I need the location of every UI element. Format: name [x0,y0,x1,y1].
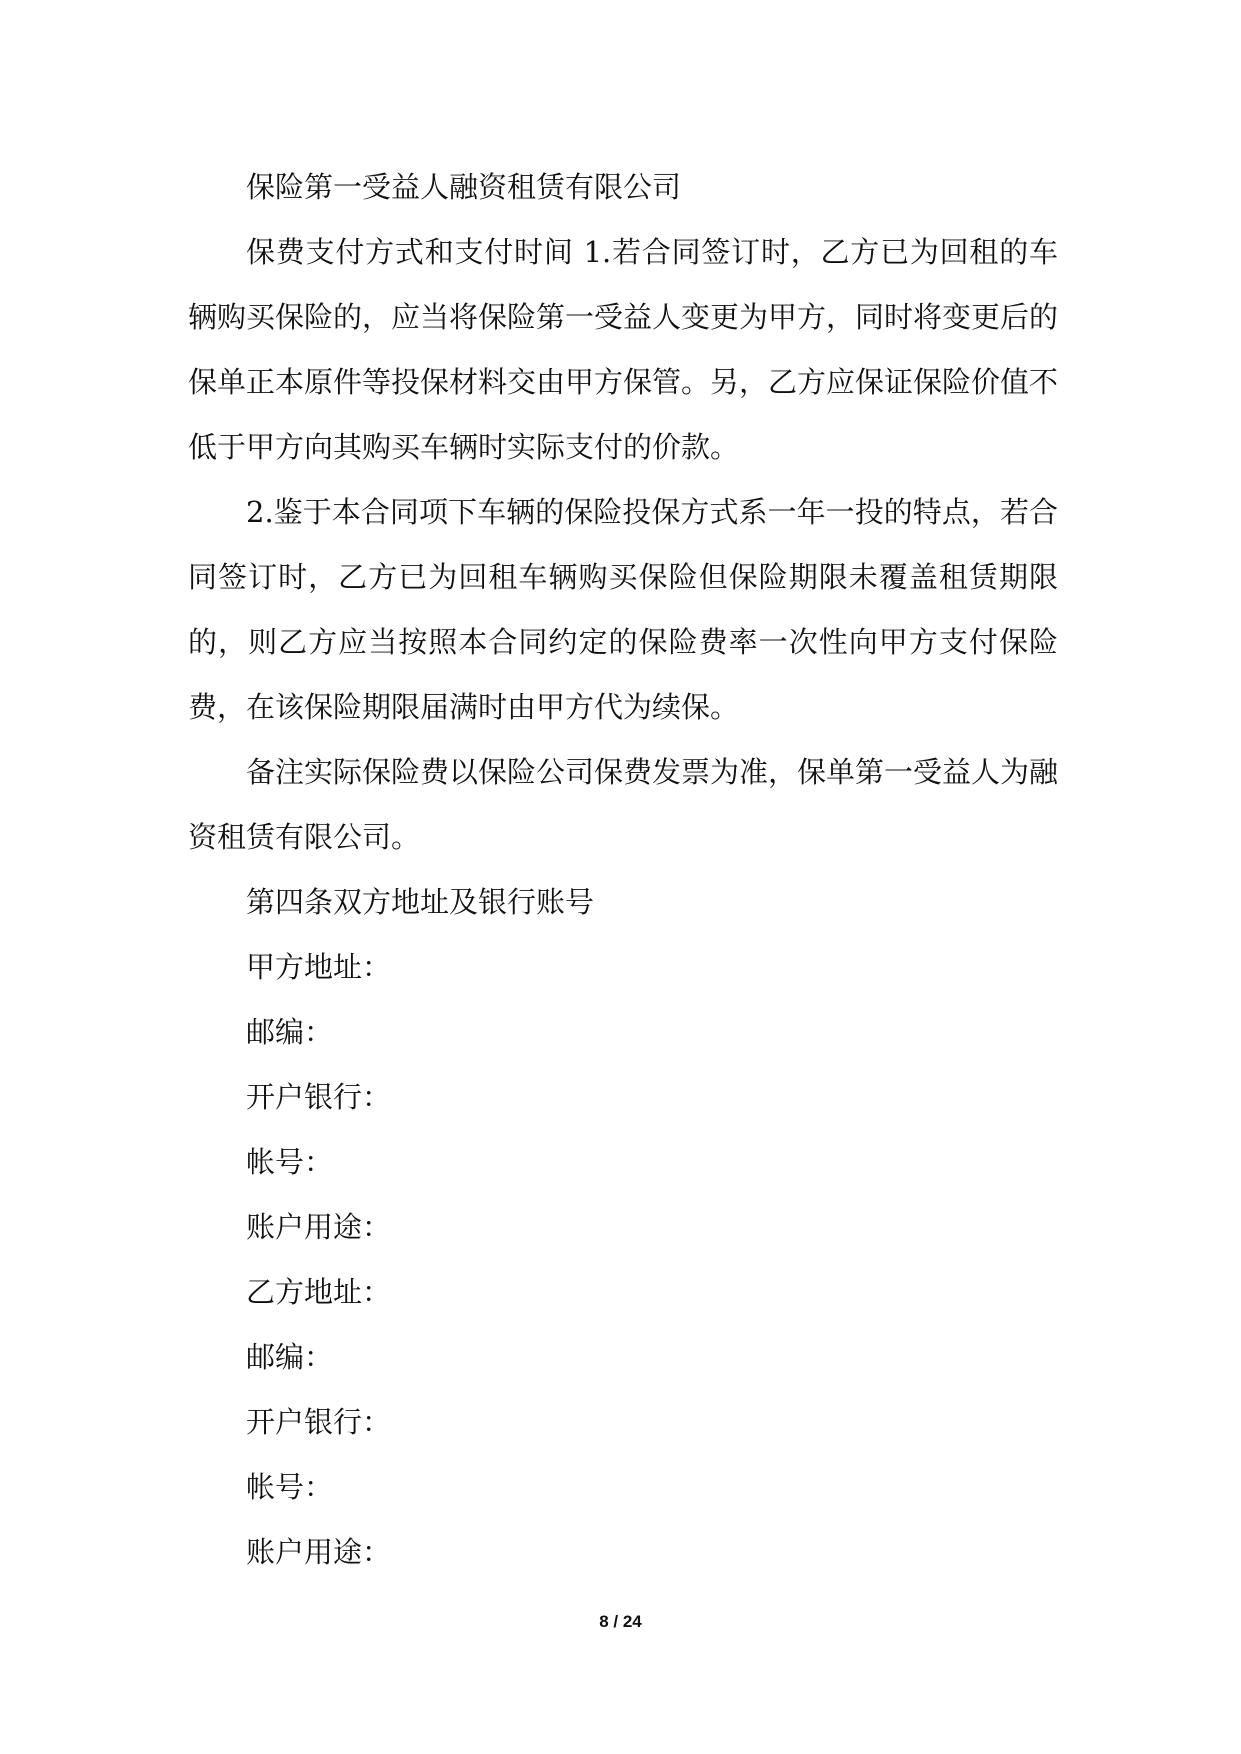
paragraph-premium-payment: 保费支付方式和支付时间 1.若合同签订时，乙方已为回租的车辆购买保险的，应当将保险第一受益人变更为甲方，同时将变更后的保单正本原件等投保材料交由甲方保管。另，乙方应保证保险价值不低于甲方向其购买车辆时实际支付的价款。 [188,235,1059,464]
document-body [188,155,1058,1585]
party-b-address-label: 乙方地址： [246,1275,392,1309]
paragraph-remark: 备注实际保险费以保险公司保费发票为准，保单第一受益人为融资租赁有限公司。 [188,755,1059,854]
heading-article-four: 第四条双方地址及银行账号 [246,885,595,919]
party-b-postcode-label: 邮编： [246,1340,334,1374]
party-a-account-purpose-label: 账户用途： [246,1210,392,1244]
party-a-address-label: 甲方地址： [246,950,392,984]
party-b-account-label: 帐号： [246,1470,334,1504]
party-b-bank-label: 开户银行： [246,1405,392,1439]
party-a-postcode-label: 邮编： [246,1015,334,1049]
party-a-bank-label: 开户银行： [246,1080,392,1114]
paragraph-insurance-term: 2.鉴于本合同项下车辆的保险投保方式系一年一投的特点，若合同签订时，乙方已为回租车辆购买保险但保险期限未覆盖租赁期限的，则乙方应当按照本合同约定的保险费率一次性向甲方支付保险费，在该保险期限届满时由甲方代为续保。 [188,495,1058,724]
party-b-account-purpose-label: 账户用途： [246,1535,392,1569]
page-number: 8 / 24 [599,1612,642,1631]
party-a-account-label: 帐号： [246,1145,334,1179]
paragraph-insurance-beneficiary: 保险第一受益人融资租赁有限公司 [246,170,682,204]
